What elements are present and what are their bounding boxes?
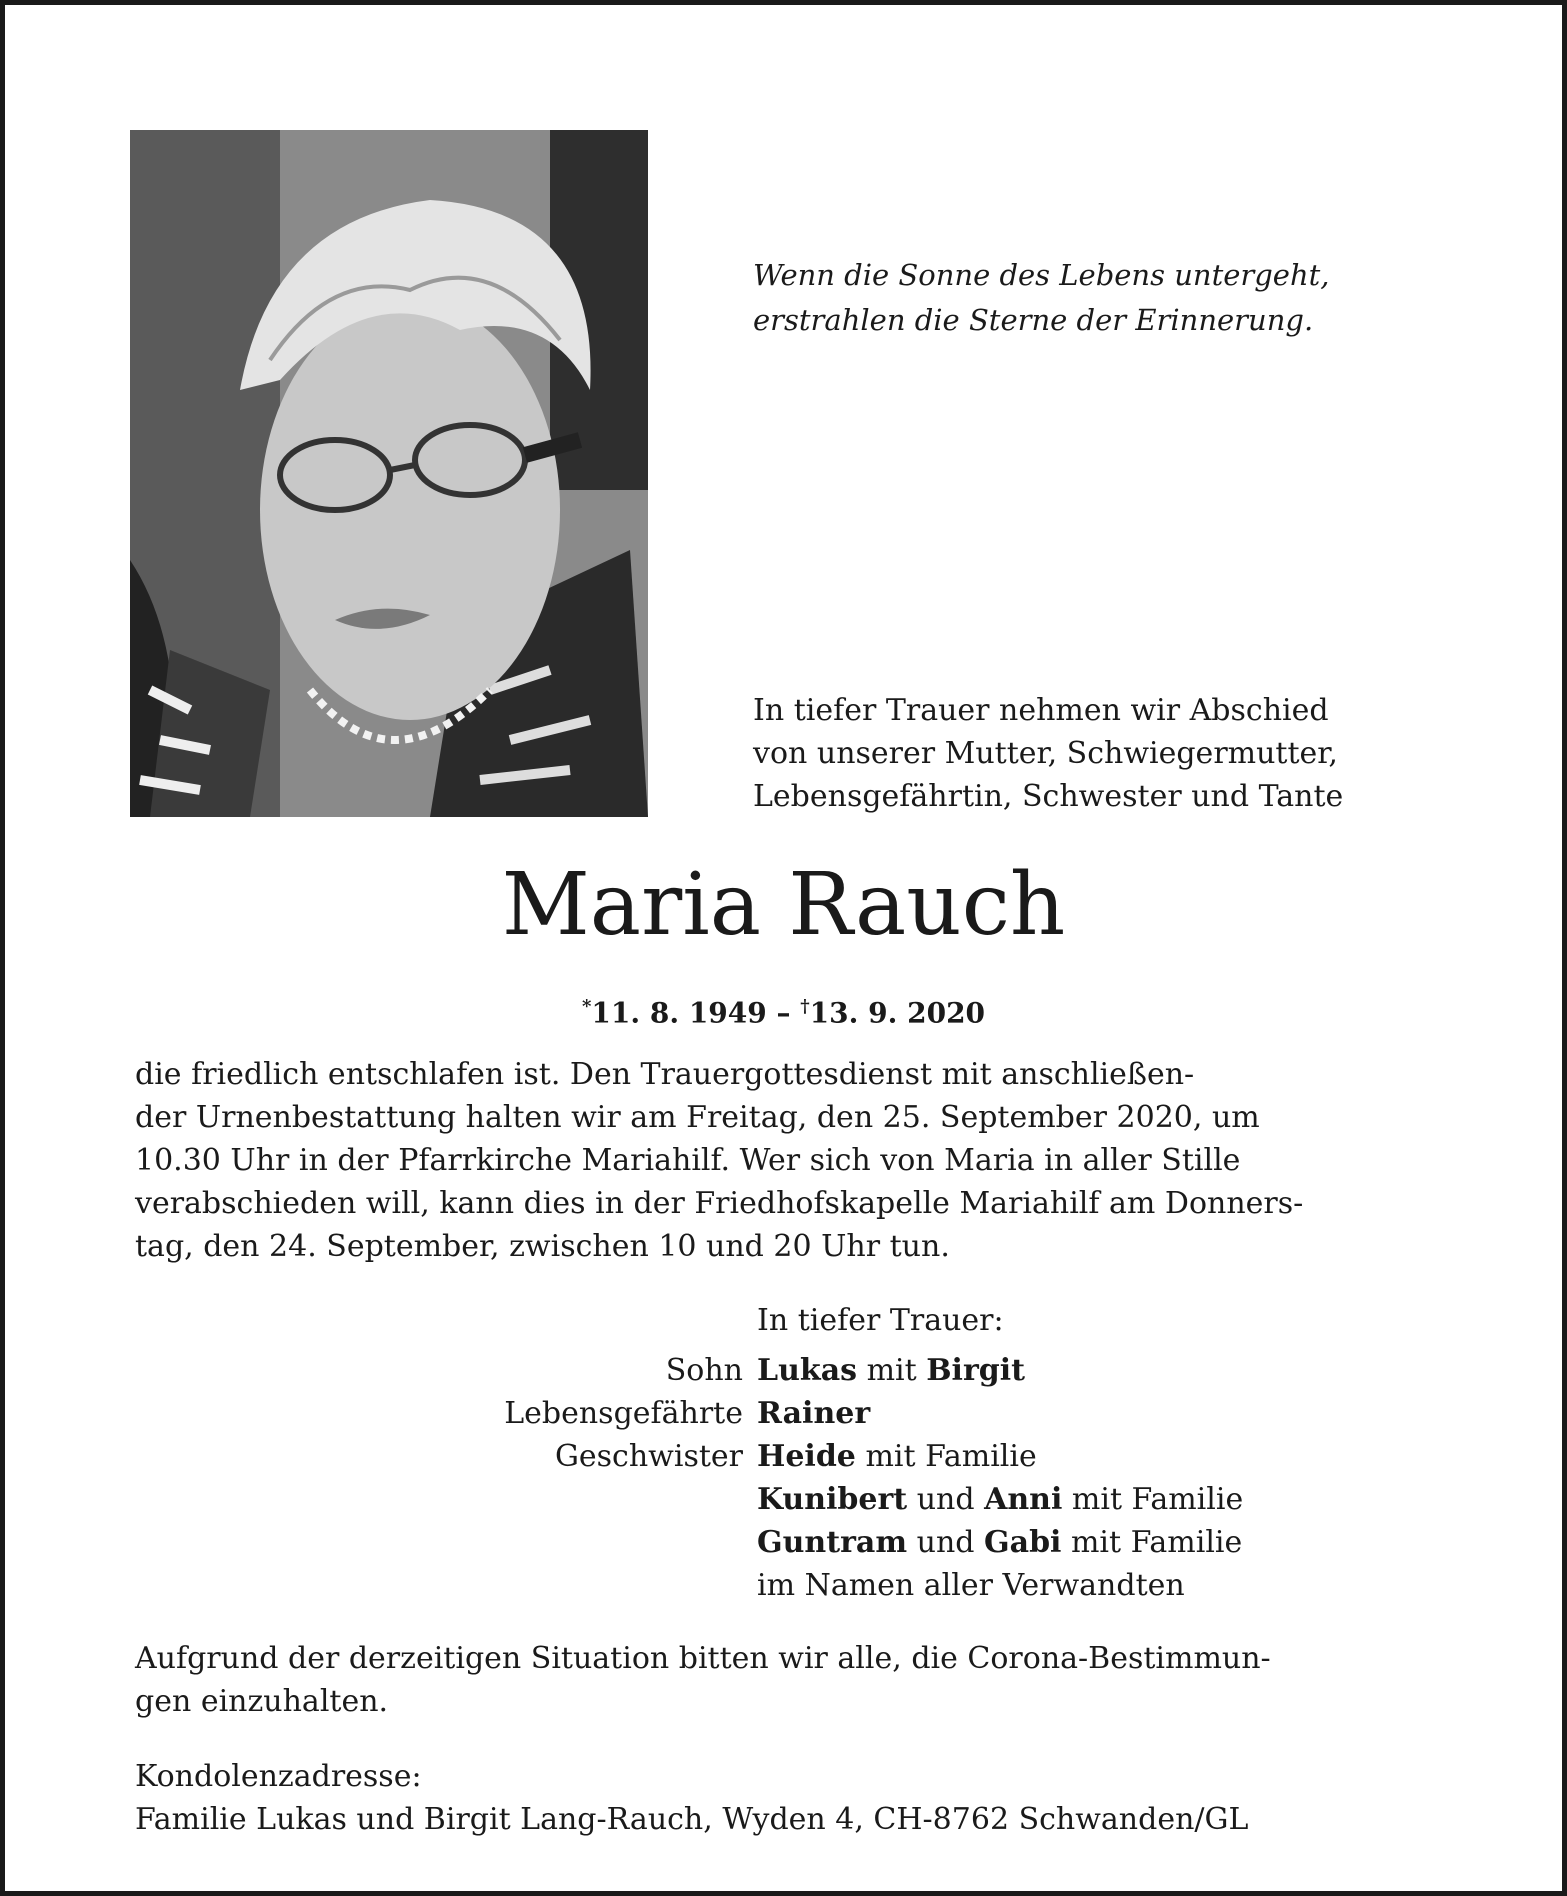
intro-line: von unserer Mutter, Schwiegermutter, [753, 736, 1338, 771]
memorial-quote [753, 253, 1330, 343]
mourner-row [305, 1392, 1243, 1435]
mourner-row [305, 1435, 1243, 1478]
intro-line: In tiefer Trauer nehmen wir Abschied [753, 693, 1329, 728]
service-line: verabschieden will, kann dies in der Friedhofskapelle Mariahilf am Donners- [135, 1186, 1304, 1221]
service-line: 10.30 Uhr in der Pfarrkirche Mariahilf. Wer sich von Maria in aller Stille [135, 1143, 1241, 1178]
date-separator: – [766, 996, 801, 1030]
mourner-names: Kunibert und Anni mit Familie [757, 1482, 1244, 1517]
obituary-card [5, 5, 1562, 1891]
portrait-photo [130, 130, 648, 817]
mourner-row [305, 1349, 1243, 1392]
relatives-line: im Namen aller Verwandten [757, 1568, 1185, 1603]
death-date: 13. 9. 2020 [809, 996, 986, 1030]
mourner-row [305, 1478, 1243, 1521]
relation-label: Lebensgefährte [504, 1396, 743, 1431]
life-dates [5, 987, 1562, 1033]
intro-line: Lebensgefährtin, Schwester und Tante [753, 779, 1344, 814]
birth-symbol: * [581, 996, 592, 1017]
quote-line: erstrahlen die Sterne der Erinnerung. [753, 303, 1314, 337]
mourners-heading: In tiefer Trauer: [757, 1303, 1004, 1338]
relation-label: Geschwister [554, 1439, 743, 1474]
corona-notice [135, 1637, 1271, 1723]
portrait-illustration [130, 130, 648, 817]
mourners-list [305, 1349, 1243, 1607]
quote-line: Wenn die Sonne des Lebens untergeht, [753, 258, 1330, 292]
mourner-names: Guntram und Gabi mit Familie [757, 1525, 1243, 1560]
notice-line: Aufgrund der derzeitigen Situation bitten wir alle, die Corona-Bestimmun- [135, 1641, 1271, 1676]
birth-date: 11. 8. 1949 [591, 996, 767, 1030]
mourner-row [305, 1521, 1243, 1564]
service-line: der Urnenbestattung halten wir am Freitag, den 25. September 2020, um [135, 1100, 1260, 1135]
condolence-address [135, 1755, 1248, 1841]
service-line: die friedlich entschlafen ist. Den Trauergottesdienst mit anschließen- [135, 1057, 1195, 1092]
service-line: tag, den 24. September, zwischen 10 und 20 Uhr tun. [135, 1229, 950, 1264]
notice-line: gen einzuhalten. [135, 1684, 389, 1719]
service-announcement [135, 1053, 1303, 1268]
mourner-names: Heide mit Familie [757, 1439, 1037, 1474]
deceased-name: Maria Rauch [501, 855, 1066, 955]
mourner-names: Rainer [757, 1396, 871, 1431]
address-line: Familie Lukas und Birgit Lang-Rauch, Wyden 4, CH-8762 Schwanden/GL [135, 1802, 1249, 1837]
mourner-names: Lukas mit Birgit [757, 1353, 1025, 1388]
death-symbol: † [800, 996, 810, 1017]
relation-label: Sohn [665, 1353, 743, 1388]
intro-text [753, 689, 1343, 818]
address-label: Kondolenzadresse: [135, 1759, 422, 1794]
mourner-row [305, 1564, 1243, 1607]
